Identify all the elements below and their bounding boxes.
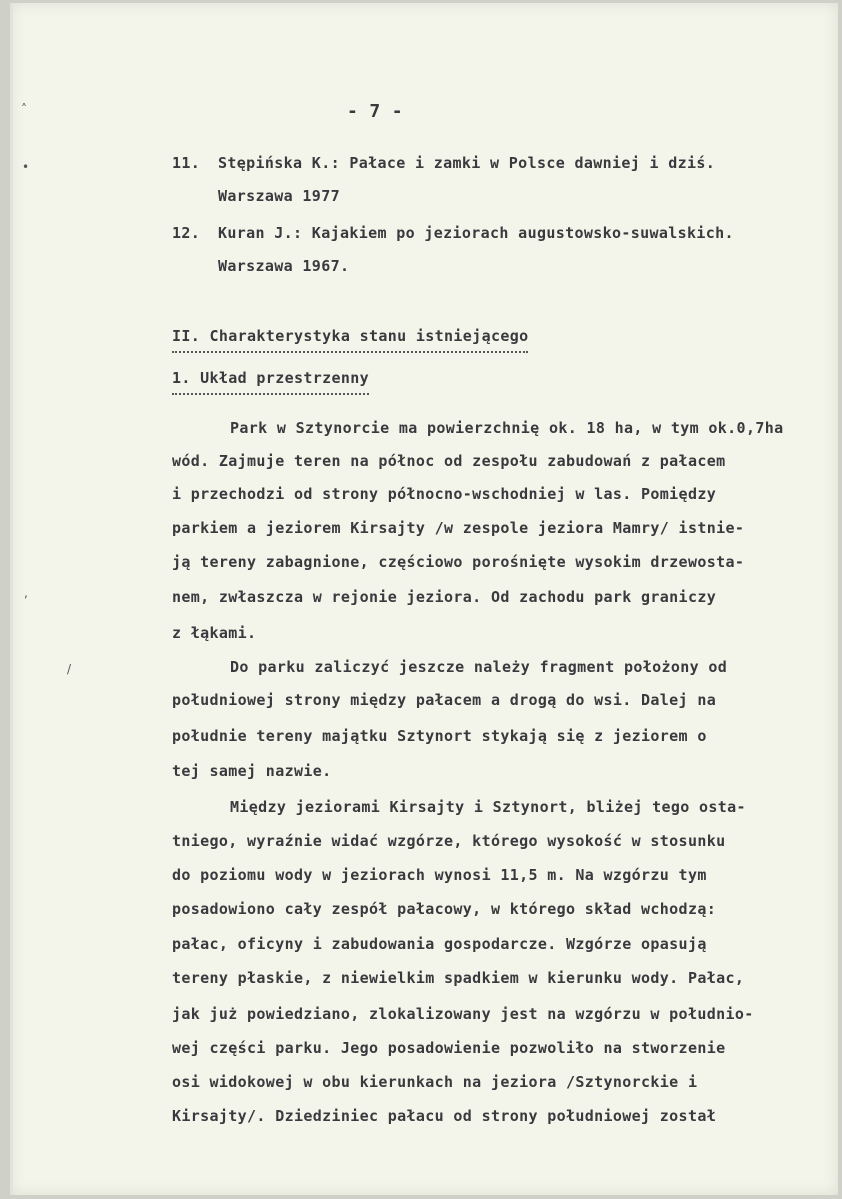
reference-number: 11. [172,154,201,172]
paragraph-line: wej części parku. Jego posadowienie pozwoliło na stworzenie [172,1039,726,1057]
subsection-heading: 1. Układ przestrzenny [172,369,369,395]
margin-mark: • [22,160,30,174]
paragraph-line: parkiem a jeziorem Kirsajty /w zespole jeziora Mamry/ istnie- [172,519,745,537]
section-heading: II. Charakterystyka stanu istniejącego [172,327,528,353]
margin-mark: ˄ [21,102,27,116]
page-edge [10,3,13,1195]
reference-line: Kuran J.: Kajakiem po jeziorach augustowsko-suwalskich. [218,224,734,242]
paragraph-line: tereny płaskie, z niewielkim spadkiem w kierunku wody. Pałac, [172,969,745,987]
paragraph-line: wód. Zajmuje teren na północ od zespołu zabudowań z pałacem [172,452,726,470]
paragraph-line: południe tereny majątku Sztynort stykają się z jeziorem o [172,727,707,745]
paragraph-line: osi widokowej w obu kierunkach na jeziora /Sztynorckie i [172,1073,698,1091]
margin-mark: , [24,586,28,600]
page-number: - 7 - [347,101,403,122]
reference-number: 12. [172,224,201,242]
reference-line: Warszawa 1977 [218,187,340,205]
paragraph-line: nem, zwłaszcza w rejonie jeziora. Od zachodu park graniczy [172,588,717,606]
paragraph-line: południowej strony między pałacem a drogą do wsi. Dalej na [172,691,717,709]
paragraph-line: posadowiono cały zespół pałacowy, w którego skład wchodzą: [172,900,717,918]
paragraph-line: jak już powiedziano, zlokalizowany jest na wzgórzu w południo- [172,1005,754,1023]
paragraph-line: tej samej nazwie. [172,762,332,780]
reference-line: Stępińska K.: Pałace i zamki w Polsce dawniej i dziś. [218,154,716,172]
paragraph-line: Kirsajty/. Dziedziniec pałacu od strony południowej został [172,1107,717,1125]
paragraph-line: i przechodzi od strony północno-wschodniej w las. Pomiędzy [172,485,717,503]
paragraph-line: do poziomu wody w jeziorach wynosi 11,5 m. Na wzgórzu tym [172,866,707,884]
paragraph-line: Park w Sztynorcie ma powierzchnię ok. 18 ha, w tym ok.0,7ha [230,419,784,437]
paragraph-line: tniego, wyraźnie widać wzgórze, którego wysokość w stosunku [172,832,726,850]
paragraph-line: z łąkami. [172,624,257,642]
margin-mark: / [67,662,72,676]
paragraph-line: pałac, oficyny i zabudowania gospodarcze. Wzgórze opasują [172,935,707,953]
reference-line: Warszawa 1967. [218,257,350,275]
paragraph-line: Między jeziorami Kirsajty i Sztynort, bliżej tego osta- [230,798,746,816]
paragraph-line: Do parku zaliczyć jeszcze należy fragment położony od [230,658,728,676]
paragraph-line: ją tereny zabagnione, częściowo porośnięte wysokim drzewosta- [172,553,745,571]
